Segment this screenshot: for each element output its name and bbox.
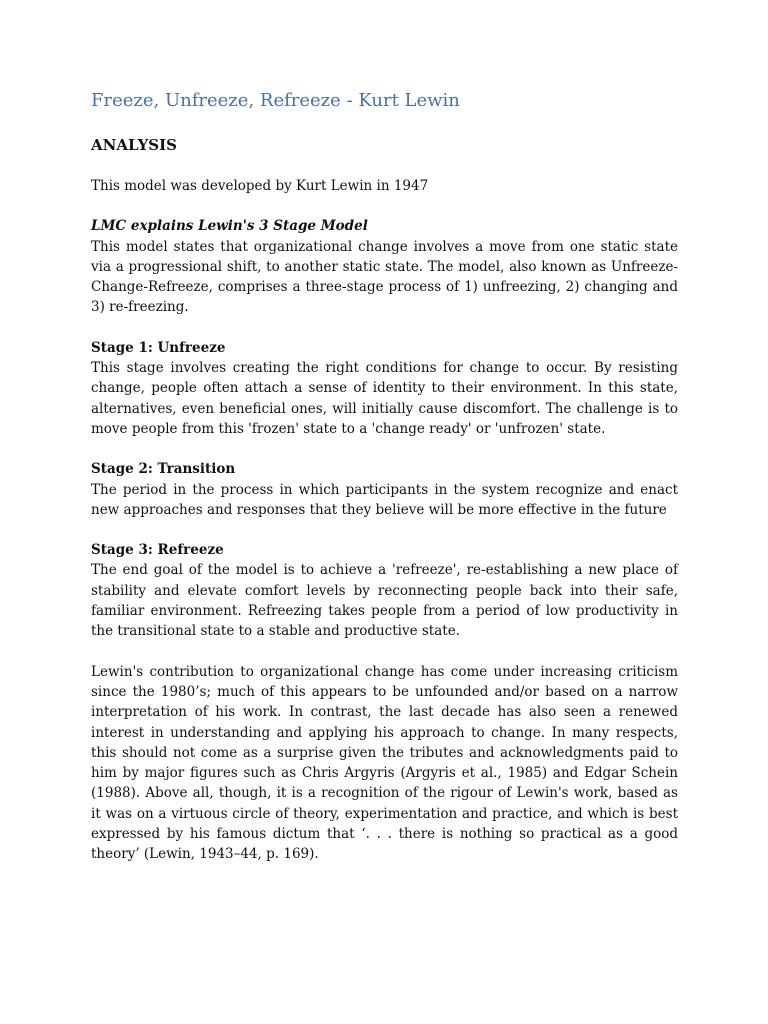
stage-1-paragraph: This stage involves creating the right conditions for change to occur. By resisting change, people often attach a sense of identity to their environment. In this state, alternatives, even beneficial ones, will initially cause discomfort. The challenge is to move people from this 'frozen' state to a 'change ready' or 'unfrozen' state. [91,360,678,437]
document-title: Freeze, Unfreeze, Refreeze - Kurt Lewin [91,90,460,111]
stage-2-block [91,459,678,520]
stage-1-block [91,338,678,439]
model-block [91,216,678,317]
section-heading: ANALYSIS [91,136,177,154]
closing-paragraph: Lewin's contribution to organizational change has come under increasing criticism since the 1980’s; much of this appears to be unfounded and/or based on a narrow interpretation of his work. In contrast, the last decade has also seen a renewed interest in understanding and applying his approach to change. In many respects, this should not come as a surprise given the tributes and acknowledgments paid to him by major figures such as Chris Argyris (Argyris et al., 1985) and Edgar Schein (1988). Above all, though, it is a recognition of the rigour of Lewin's work, based as it was on a virtuous circle of theory, experimentation and practice, and which is best expressed by his famous dictum that ‘. . . there is nothing so practical as a good theory’ (Lewin, 1943–44, p. 169). [91,663,678,863]
model-paragraph: This model states that organizational change involves a move from one static state via a progressional shift, to another static state. The model, also known as Unfreeze-Change-Refreeze, comprises a three-stage process of 1) unfreezing, 2) changing and 3) re-freezing. [91,238,678,316]
stage-3-paragraph: The end goal of the model is to achieve a 'refreeze', re-establishing a new place of stability and elevate comfort levels by reconnecting people back into their safe, familiar environment. Refreezing takes people from a period of low productivity in the transitional state to a stable and productive state. [91,562,678,640]
model-heading: LMC explains Lewin's 3 Stage Model [91,218,368,235]
stage-3-block [91,540,678,641]
stage-2-heading: Stage 2: Transition [91,461,236,478]
intro-paragraph: This model was developed by Kurt Lewin in 1947 [91,178,429,194]
stage-1-heading: Stage 1: Unfreeze [91,339,226,356]
stage-2-paragraph: The period in the process in which participants in the system recognize and enact new approaches and responses that they believe will be more effective in the future [91,481,678,518]
stage-3-heading: Stage 3: Refreeze [91,542,224,559]
